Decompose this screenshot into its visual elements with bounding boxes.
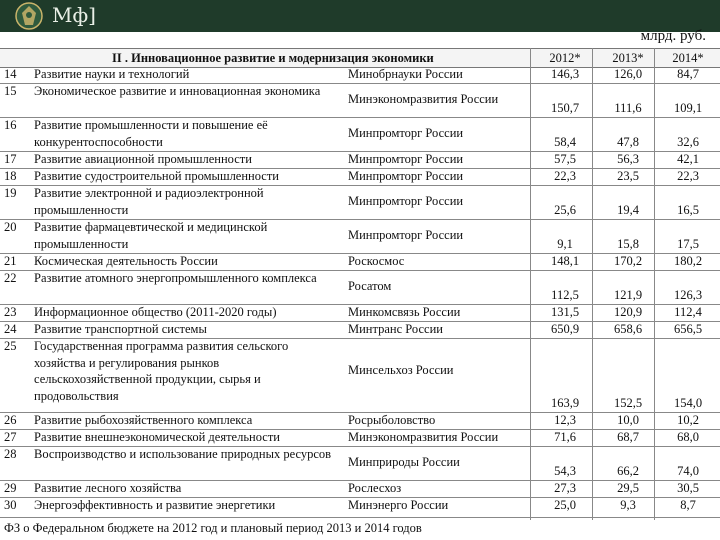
table-row (0, 321, 720, 339)
table-row (0, 185, 720, 220)
table-row (0, 497, 720, 518)
value-2013: 66,2 (617, 464, 639, 478)
year-2014-header: 2014* (672, 51, 704, 65)
table-row (0, 117, 720, 152)
program-name: Информационное общество (2011-2020 годы) (34, 305, 277, 319)
value-2013: 68,7 (617, 430, 639, 444)
year-2012-header: 2012* (549, 51, 581, 65)
value-2014: 112,4 (674, 305, 702, 319)
value-2014: 126,3 (673, 288, 703, 302)
value-2014: 30,5 (677, 481, 699, 495)
value-2013: 152,5 (613, 396, 643, 410)
row-number: 22 (4, 271, 17, 285)
value-2014: 180,2 (673, 254, 703, 268)
value-2012: 131,5 (550, 305, 580, 319)
program-name: Развитие внешнеэкономической деятельности (34, 430, 280, 444)
table-row (0, 253, 720, 271)
row-number: 25 (4, 339, 17, 353)
footnote: ФЗ о Федеральном бюджете на 2012 год и плановый период 2013 и 2014 годов (4, 521, 422, 535)
value-2012: 150,7 (550, 101, 580, 115)
program-name: Воспроизводство и использование природных ресурсов (34, 447, 332, 461)
section-title: II . Инновационное развитие и модернизация экономики (112, 51, 434, 65)
value-2013: 19,4 (617, 203, 639, 217)
value-2012: 25,6 (554, 203, 576, 217)
value-2014: 10,2 (677, 413, 699, 427)
value-2013: 9,3 (620, 498, 636, 512)
row-number: 15 (4, 84, 17, 98)
value-2013: 111,6 (614, 101, 642, 115)
program-name: Развитие рыбохозяйственного комплекса (34, 413, 253, 427)
value-2014: 109,1 (673, 101, 703, 115)
agency: Минтранс России (348, 322, 443, 336)
value-2014: 22,3 (677, 169, 699, 183)
row-number: 19 (4, 186, 17, 200)
program-name: Развитие атомного энергопромышленного комплекса (34, 271, 317, 285)
row-number: 28 (4, 447, 17, 461)
program-name: Государственная программа развития сельского хозяйства и регулирования рынков сельскохозяйственной продукции, сырья и продовольствия (34, 339, 289, 403)
value-2012: 12,3 (554, 413, 576, 427)
value-2012: 27,3 (554, 481, 576, 495)
row-number: 27 (4, 430, 17, 444)
row-number: 29 (4, 481, 17, 495)
value-2013: 120,9 (613, 305, 643, 319)
value-2014: 154,0 (673, 396, 703, 410)
row-number: 17 (4, 152, 17, 166)
value-2013: 121,9 (613, 288, 643, 302)
value-2012: 163,9 (550, 396, 580, 410)
value-2014: 68,0 (677, 430, 699, 444)
unit-label: млрд. руб. (640, 28, 706, 44)
ministry-emblem-icon (14, 1, 44, 31)
value-2014: 74,0 (677, 464, 699, 478)
agency: Минсельхоз России (348, 363, 454, 377)
value-2012: 54,3 (554, 464, 576, 478)
table-row (0, 446, 720, 481)
program-name: Энергоэффективность и развитие энергетики (34, 498, 276, 512)
row-number: 18 (4, 169, 17, 183)
agency: Минобрнауки России (348, 67, 463, 81)
value-2014: 8,7 (680, 498, 696, 512)
value-2012: 9,1 (557, 237, 573, 251)
agency: Минкомсвязь России (348, 305, 461, 319)
agency: Минпромторг России (348, 194, 464, 208)
value-2014: 17,5 (677, 237, 699, 251)
value-2012: 25,0 (554, 498, 576, 512)
value-2012: 58,4 (554, 135, 576, 149)
agency: Рослесхоз (348, 481, 402, 495)
agency: Минпромторг России (348, 228, 464, 242)
agency: Минэнерго России (348, 498, 449, 512)
agency: Росатом (348, 279, 392, 293)
table-row (0, 219, 720, 254)
value-2013: 29,5 (617, 481, 639, 495)
agency: Минприроды России (348, 455, 460, 469)
row-number: 23 (4, 305, 17, 319)
table-row (0, 429, 720, 447)
agency: Роскосмос (348, 254, 405, 268)
agency: Минпромторг России (348, 126, 464, 140)
value-2013: 47,8 (617, 135, 639, 149)
row-number: 21 (4, 254, 17, 268)
program-name: Развитие электронной и радиоэлектронной промышленности (34, 186, 264, 217)
program-name: Развитие промышленности и повышение её конкурентоспособности (34, 118, 268, 149)
header-bar (0, 0, 720, 32)
program-name: Экономическое развитие и инновационная экономика (34, 84, 321, 98)
agency: Минэкономразвития России (348, 430, 499, 444)
program-name: Развитие науки и технологий (34, 67, 190, 81)
row-number: 14 (4, 67, 17, 81)
value-2012: 650,9 (550, 322, 580, 336)
table-row (0, 304, 720, 322)
value-2013: 170,2 (613, 254, 643, 268)
value-2014: 84,7 (677, 67, 699, 81)
row-number: 30 (4, 498, 17, 512)
value-2014: 32,6 (677, 135, 699, 149)
table-row (0, 338, 720, 413)
value-2012: 148,1 (550, 254, 580, 268)
value-2012: 112,5 (551, 288, 579, 302)
value-2013: 658,6 (613, 322, 643, 336)
value-2012: 57,5 (554, 152, 576, 166)
value-2012: 146,3 (550, 67, 580, 81)
program-name: Развитие фармацевтической и медицинской промышленности (34, 220, 268, 251)
agency: Минэкономразвития России (348, 92, 499, 106)
value-2012: 71,6 (554, 430, 576, 444)
table-row (0, 151, 720, 169)
value-2014: 656,5 (673, 322, 703, 336)
table-row (0, 412, 720, 430)
program-name: Космическая деятельность России (34, 254, 218, 268)
logo-text: Мф] (52, 3, 96, 27)
value-2013: 15,8 (617, 237, 639, 251)
table-row (0, 270, 720, 305)
row-number: 20 (4, 220, 17, 234)
value-2013: 10,0 (617, 413, 639, 427)
agency: Росрыболовство (348, 413, 436, 427)
table-header (0, 48, 720, 68)
value-2014: 16,5 (677, 203, 699, 217)
table-row (0, 83, 720, 118)
agency: Минпромторг России (348, 169, 464, 183)
row-number: 16 (4, 118, 17, 132)
table-row (0, 168, 720, 186)
year-2013-header: 2013* (612, 51, 644, 65)
value-2013: 126,0 (613, 67, 643, 81)
program-name: Развитие лесного хозяйства (34, 481, 182, 495)
value-2012: 22,3 (554, 169, 576, 183)
row-number: 24 (4, 322, 17, 336)
value-2014: 42,1 (677, 152, 699, 166)
program-name: Развитие транспортной системы (34, 322, 207, 336)
value-2013: 56,3 (617, 152, 639, 166)
program-name: Развитие судостроительной промышленности (34, 169, 279, 183)
table-row (0, 66, 720, 84)
program-name: Развитие авиационной промышленности (34, 152, 252, 166)
table-row (0, 480, 720, 498)
row-number: 26 (4, 413, 17, 427)
value-2013: 23,5 (617, 169, 639, 183)
agency: Минпромторг России (348, 152, 464, 166)
